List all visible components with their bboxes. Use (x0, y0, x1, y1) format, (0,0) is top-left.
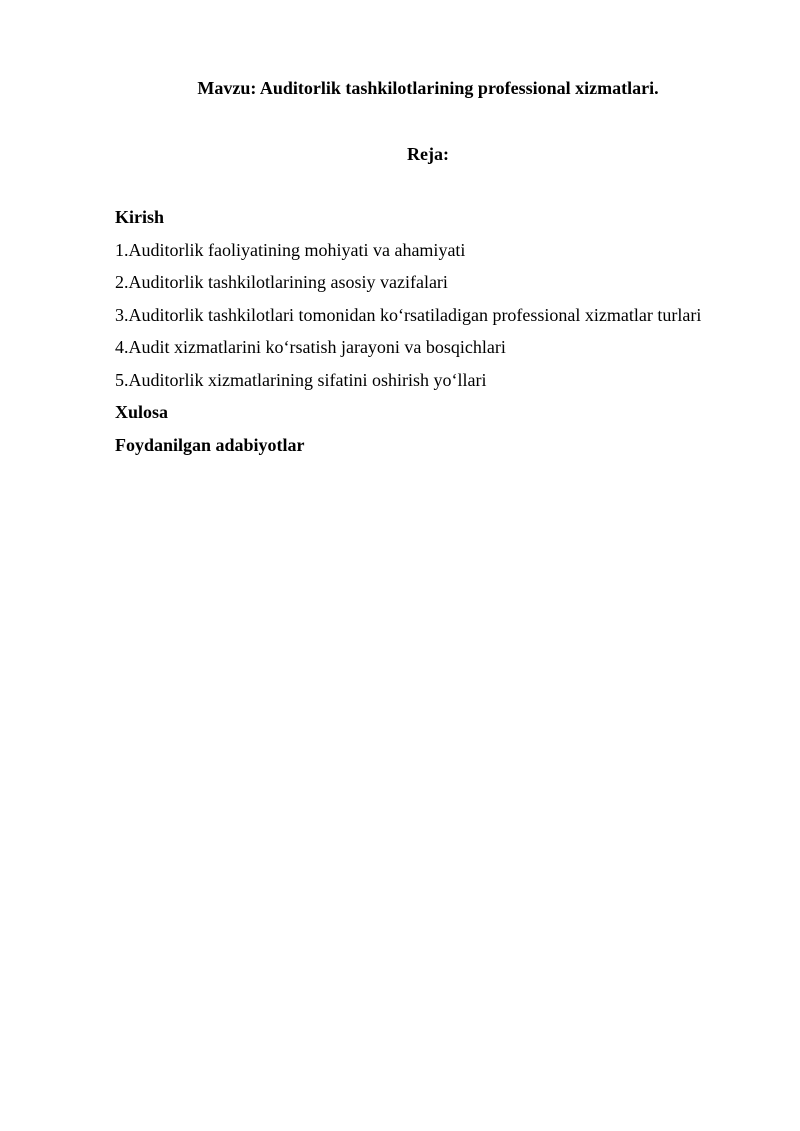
plan-list (115, 204, 701, 464)
plan-item-4: 4.Audit xizmatlarini ko‘rsatish jarayoni va bosqichlari (115, 337, 506, 357)
plan-item-1: 1.Auditorlik faoliyatining mohiyati va ahamiyati (115, 239, 466, 260)
plan-item-3: 3.Auditorlik tashkilotlari tomonidan ko‘rsatiladigan professional xizmatlar turlari (115, 304, 702, 325)
plan-item-conclusion: Xulosa (115, 402, 169, 422)
document-title: Mavzu: Auditorlik tashkilotlarining professional xizmatlari. (197, 78, 659, 98)
plan-heading: Reja: (407, 144, 449, 164)
plan-item-2: 2.Auditorlik tashkilotlarining asosiy vazifalari (115, 272, 448, 292)
plan-item-references: Foydanilgan adabiyotlar (115, 434, 305, 455)
plan-item-5: 5.Auditorlik xizmatlarining sifatini oshirish yo‘llari (115, 369, 487, 390)
plan-item-intro: Kirish (115, 207, 165, 227)
